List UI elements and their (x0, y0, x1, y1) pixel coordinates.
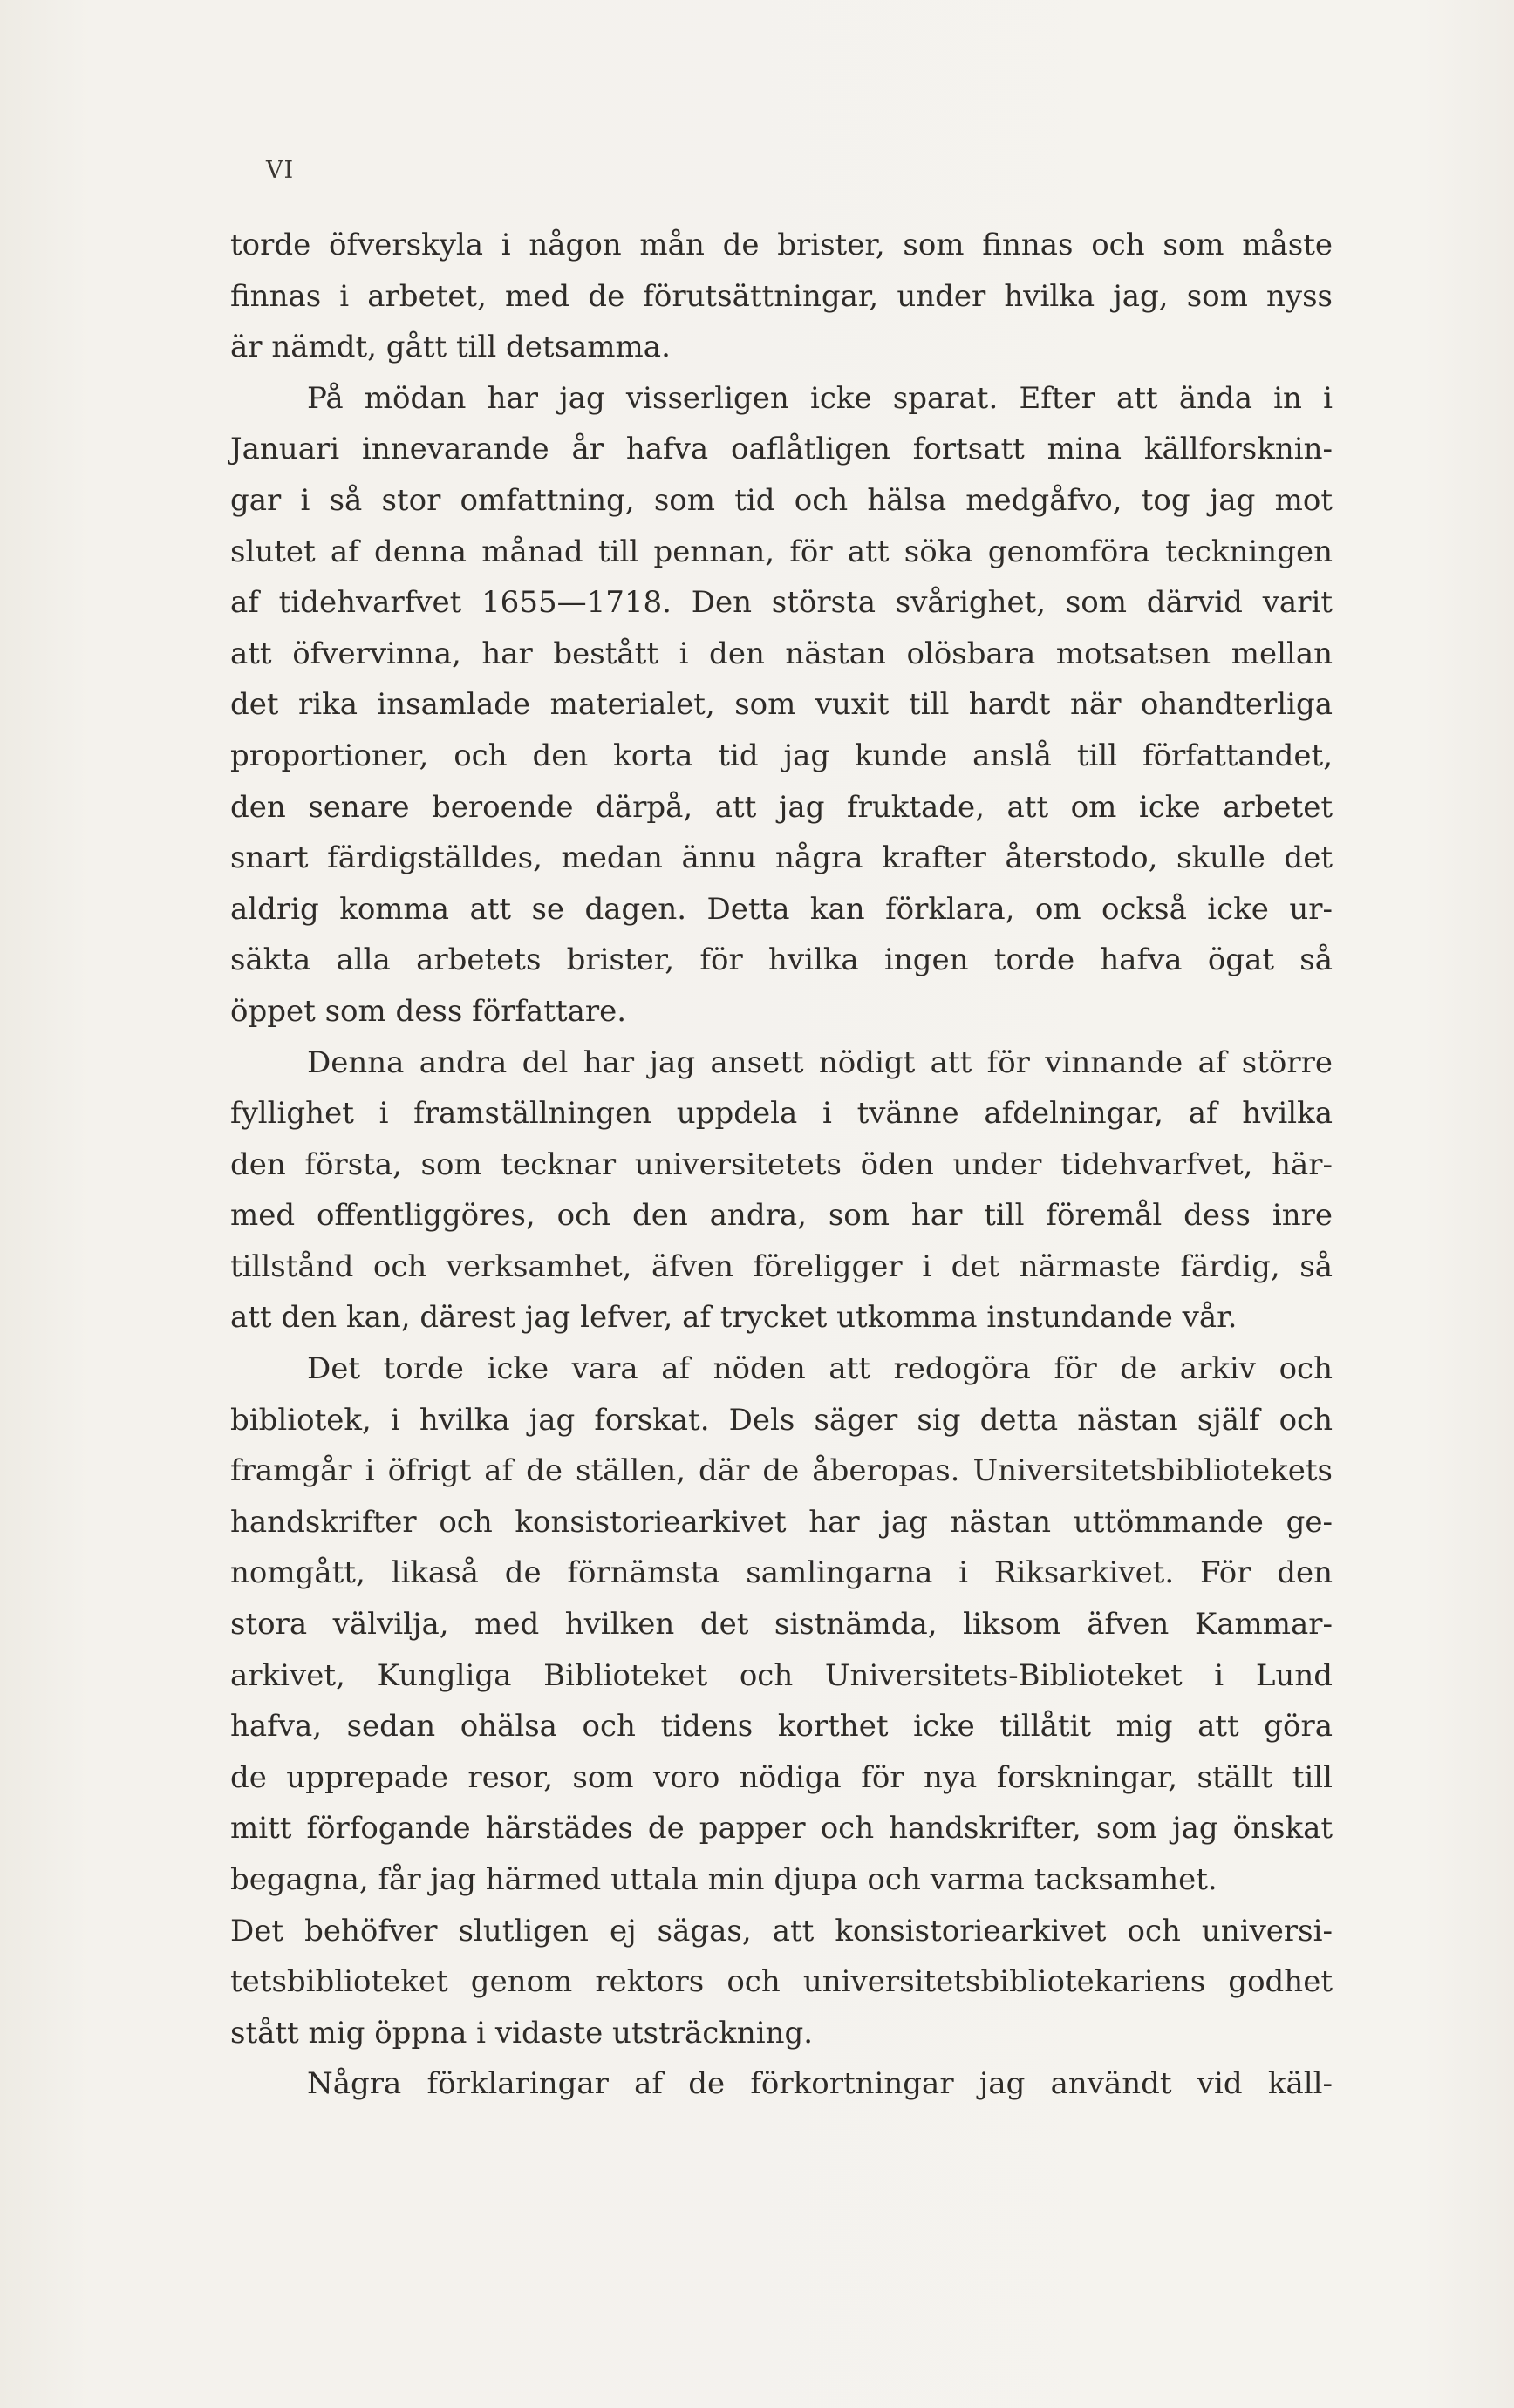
page-number: VI (266, 157, 295, 184)
text-line: säkta alla arbetets brister, för hvilka ingen torde hafva ögat så (230, 942, 1333, 978)
text-line: är nämdt, gått till detsamma. (230, 330, 671, 365)
text-line: mitt förfogande härstädes de papper och handskrifter, som jag önskat (230, 1811, 1333, 1847)
text-line: med offentliggöres, och den andra, som har till föremål dess inre (230, 1198, 1333, 1234)
text-line: gar i så stor omfattning, som tid och hälsa medgåfvo, tog jag mot (230, 482, 1333, 518)
text-line: att den kan, därest jag lefver, af trycket utkomma instundande vår. (230, 1300, 1238, 1336)
text-line: den första, som tecknar universitetets öden under tidehvarfvet, här- (230, 1146, 1333, 1182)
text-line: tillstånd och verksamhet, äfven föreligger i det närmaste färdig, så (230, 1248, 1333, 1284)
text-line: Det torde icke vara af nöden att redogöra för de arkiv och (307, 1351, 1333, 1387)
text-line: den senare beroende därpå, att jag fruktade, att om icke arbetet (230, 789, 1333, 825)
text-line: snart färdigställdes, medan ännu några krafter återstodo, skulle det (230, 840, 1333, 876)
body-text (230, 220, 1333, 2110)
text-line: hafva, sedan ohälsa och tidens korthet icke tillåtit mig att göra (230, 1709, 1333, 1745)
text-line: aldrig komma att se dagen. Detta kan förklara, om också icke ur- (230, 891, 1333, 927)
text-line: nomgått, likaså de förnämsta samlingarna i Riksarkivet. För den (230, 1555, 1333, 1591)
text-line: framgår i öfrigt af de ställen, där de åberopas. Universitetsbibliotekets (230, 1453, 1333, 1489)
text-line: af tidehvarfvet 1655—1718. Den största svårighet, som därvid varit (230, 585, 1333, 621)
text-line: Några förklaringar af de förkortningar jag användt vid käll- (307, 2066, 1333, 2102)
text-line: begagna, får jag härmed uttala min djupa och varma tacksamhet. (230, 1862, 1217, 1897)
text-line: bibliotek, i hvilka jag forskat. Dels säger sig detta nästan själf och (230, 1402, 1333, 1438)
text-line: finnas i arbetet, med de förutsättningar, under hvilka jag, som nyss (230, 278, 1333, 314)
text-line: Denna andra del har jag ansett nödigt att för vinnande af större (307, 1044, 1333, 1080)
text-line: tetsbiblioteket genom rektors och universitetsbibliotekariens godhet (230, 1964, 1333, 2000)
text-line: det rika insamlade materialet, som vuxit till hardt när ohandterliga (230, 687, 1333, 723)
text-line: fyllighet i framställningen uppdela i tvänne afdelningar, af hvilka (230, 1096, 1333, 1132)
text-line: torde öfverskyla i någon mån de brister, som finnas och som måste (230, 228, 1333, 262)
text-line: stora välvilja, med hvilken det sistnämda, liksom äfven Kammar- (230, 1607, 1333, 1643)
text-line: de upprepade resor, som voro nödiga för nya forskningar, ställt till (230, 1759, 1333, 1795)
text-line: slutet af denna månad till pennan, för att söka genomföra teckningen (230, 534, 1333, 569)
text-line: proportioner, och den korta tid jag kunde anslå till författandet, (230, 738, 1333, 773)
text-line: öppet som dess författare. (230, 993, 627, 1029)
text-line: stått mig öppna i vidaste utsträckning. (230, 2015, 814, 2051)
text-line: Januari innevarande år hafva oaflåtligen fortsatt mina källforsknin- (230, 432, 1333, 467)
text-line: arkivet, Kungliga Biblioteket och Universitets-Biblioteket i Lund (230, 1657, 1333, 1693)
text-line: handskrifter och konsistoriearkivet har jag nästan uttömmande ge- (230, 1504, 1333, 1540)
text-line: att öfvervinna, har bestått i den nästan olösbara motsatsen mellan (230, 636, 1333, 671)
text-line: På mödan har jag visserligen icke sparat. Efter att ända in i (307, 380, 1333, 416)
text-line: Det behöfver slutligen ej sägas, att konsistoriearkivet och universi- (230, 1913, 1333, 1949)
